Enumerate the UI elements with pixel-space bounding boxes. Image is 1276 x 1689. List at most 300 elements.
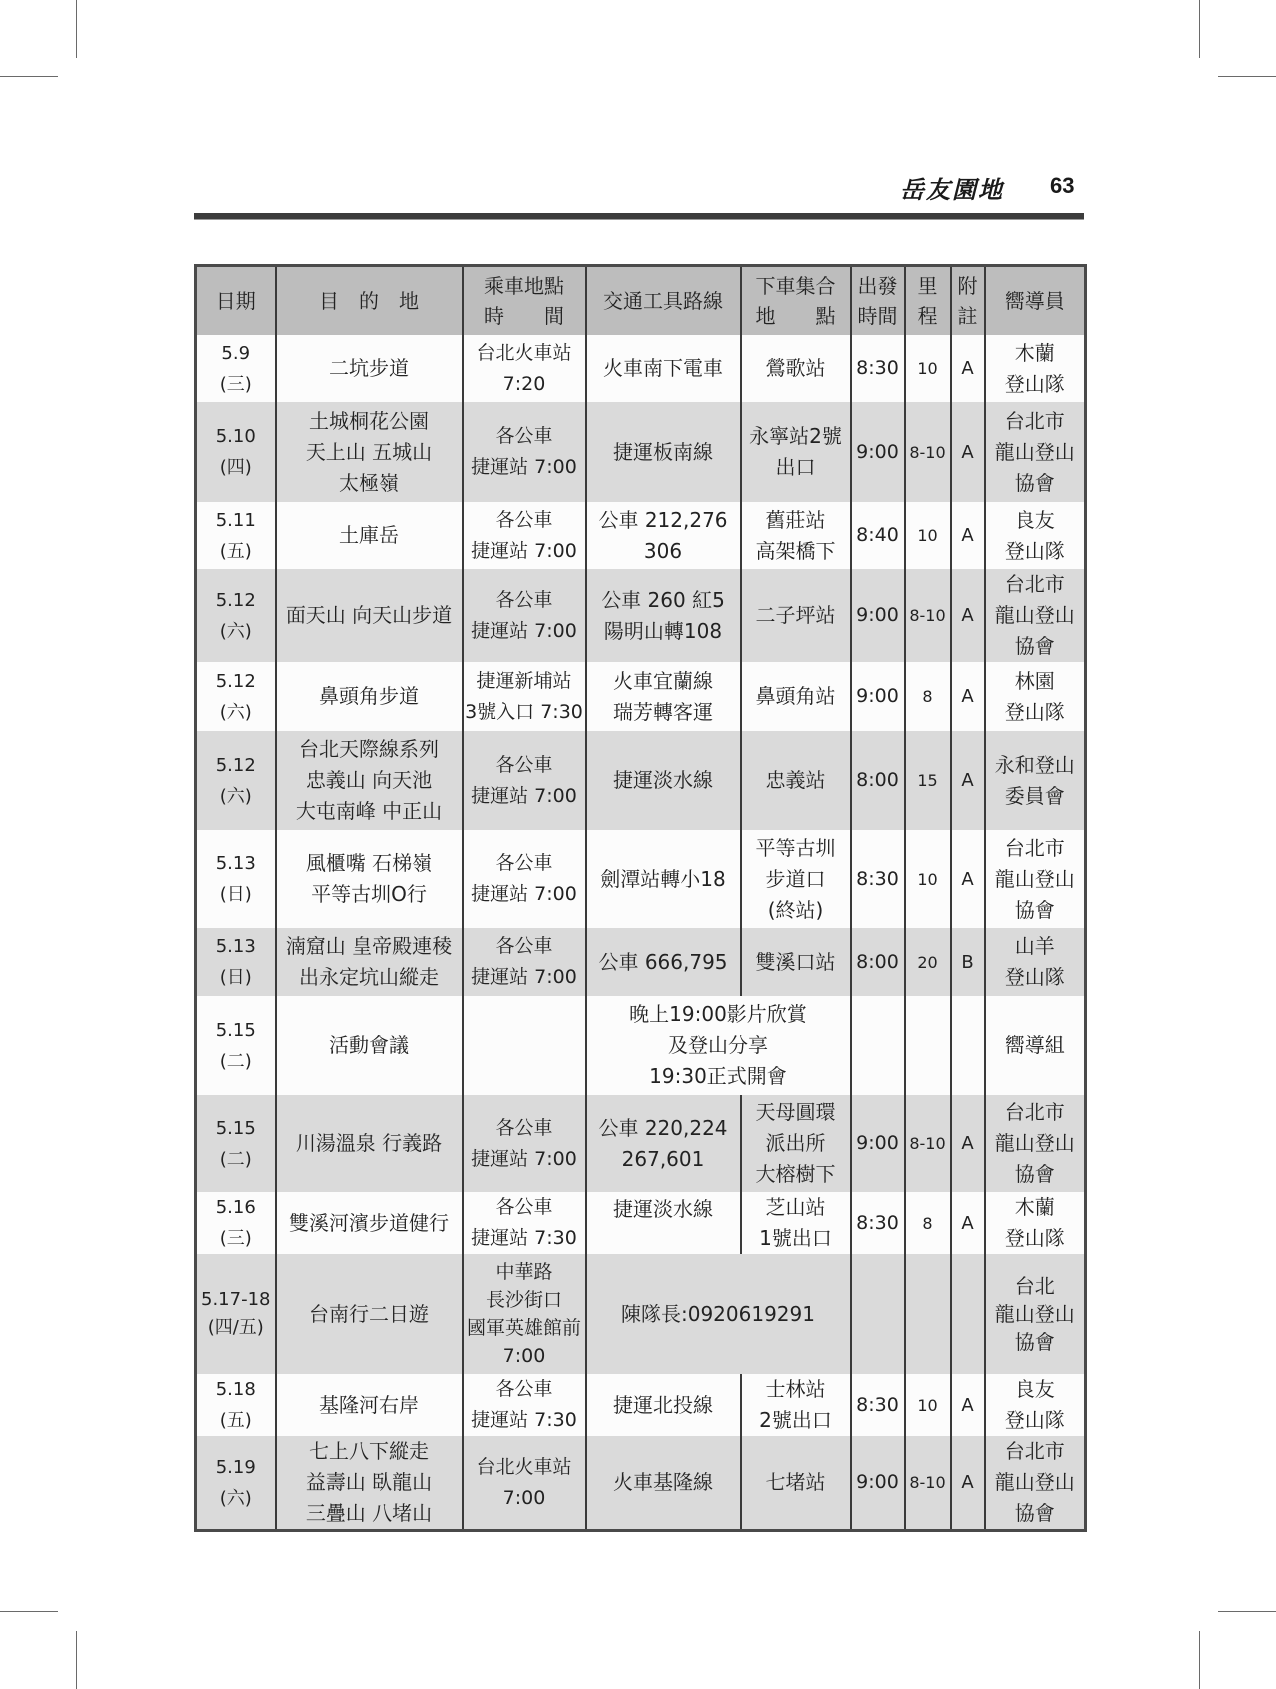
cell-text-line: 捷運站 7:00 — [471, 784, 577, 807]
cell-text-line: 晚上19:00影片欣賞 — [629, 1002, 807, 1026]
cell-text-line: 10 — [917, 869, 938, 889]
cell-text-line: 土庫岳 — [339, 523, 399, 547]
cell-text-line: 8:00 — [856, 950, 899, 973]
header-transport — [586, 266, 741, 336]
cell-distance — [905, 335, 951, 402]
table-body — [196, 335, 1086, 1531]
cell-distance — [905, 1436, 951, 1531]
cell-text-line: 捷運站 7:00 — [471, 966, 577, 988]
header-label-line: 註 — [957, 304, 978, 328]
cell-text-line: 登山隊 — [1004, 371, 1065, 396]
cell-text-line: 各公車 — [495, 508, 553, 531]
crop-mark — [0, 76, 58, 77]
header-label-line: 嚮導員 — [1004, 289, 1065, 313]
cell-destination — [276, 996, 463, 1095]
cell-text-line: 台北市 — [1004, 1439, 1065, 1463]
cell-text-line: 8:30 — [856, 1211, 899, 1234]
cell-transport — [586, 662, 741, 731]
cell-transport — [586, 569, 741, 662]
cell-text-line: 協會 — [1014, 897, 1055, 922]
cell-destination — [276, 1374, 463, 1436]
header-label-line: 下車集合 — [755, 274, 836, 298]
cell-text-line: 大屯南峰 中正山 — [295, 799, 443, 823]
cell-depart — [851, 996, 905, 1095]
cell-date — [196, 502, 276, 569]
cell-depart — [851, 928, 905, 996]
cell-text-line: 活動會議 — [329, 1033, 409, 1057]
table-row — [196, 502, 1086, 569]
cell-note — [951, 1254, 985, 1374]
cell-transport — [586, 1192, 741, 1254]
cell-text-line: 派出所 — [765, 1131, 826, 1155]
cell-text-line: 面天山 向天山步道 — [285, 603, 453, 627]
cell-note — [951, 1095, 985, 1192]
cell-text-line: 台北 — [1014, 1274, 1055, 1298]
cell-boarding — [463, 1095, 586, 1192]
cell-text-line: 益壽山 臥龍山 — [305, 1470, 433, 1494]
cell-distance — [905, 1374, 951, 1436]
cell-meeting — [741, 402, 851, 502]
cell-text-line: 5.13 — [215, 853, 256, 874]
cell-text-line: 龍山登山 — [994, 1131, 1075, 1155]
cell-text-line: 各公車 — [495, 1196, 553, 1218]
table-row — [196, 402, 1086, 502]
cell-text-line: 8 — [922, 687, 933, 706]
cell-date — [196, 996, 276, 1095]
cell-text-line: 台北市 — [1004, 572, 1065, 596]
cell-transport — [586, 402, 741, 502]
cell-text-line: A — [961, 1394, 974, 1416]
header-date — [196, 266, 276, 336]
cell-guide — [985, 662, 1086, 731]
cell-depart — [851, 1254, 905, 1374]
header-label-line: 目 的 地 — [319, 289, 419, 313]
cell-text-line: 中華路 — [495, 1261, 553, 1283]
cell-text-line: 5.11 — [215, 509, 256, 531]
cell-date — [196, 1436, 276, 1531]
cell-distance — [905, 1254, 951, 1374]
cell-text-line: 8-10 — [909, 442, 946, 462]
cell-boarding — [463, 731, 586, 830]
cell-text-line: 七堵站 — [765, 1470, 826, 1494]
cell-text-line: 5.9 — [221, 342, 251, 364]
cell-distance — [905, 830, 951, 928]
cell-text-line: 台北火車站 — [476, 1455, 572, 1478]
cell-text-line: 協會 — [1014, 634, 1055, 658]
cell-note — [951, 928, 985, 996]
cell-text-line: 協會 — [1014, 1162, 1055, 1186]
cell-text-line: 雙溪口站 — [755, 949, 836, 974]
table-row — [196, 1374, 1086, 1436]
cell-text-line: 捷運北投線 — [613, 1392, 713, 1417]
cell-destination — [276, 402, 463, 502]
cell-depart — [851, 402, 905, 502]
cell-text-line: (五) — [219, 540, 252, 562]
cell-text-line: (六) — [219, 785, 252, 807]
cell-destination — [276, 830, 463, 928]
cell-destination — [276, 928, 463, 996]
cell-date — [196, 402, 276, 502]
cell-guide — [985, 402, 1086, 502]
header-rule — [194, 213, 1084, 220]
cell-transport — [586, 731, 741, 830]
cell-text-line: (二) — [219, 1050, 252, 1072]
cell-distance — [905, 1095, 951, 1192]
cell-text-line: 二坑步道 — [329, 356, 409, 380]
cell-text-line: 登山隊 — [1004, 1226, 1065, 1250]
cell-depart — [851, 1192, 905, 1254]
cell-text-line: 7:00 — [502, 1486, 546, 1509]
page-number: 63 — [1050, 173, 1075, 198]
cell-text-line: 忠義站 — [765, 768, 826, 792]
cell-transport — [586, 928, 741, 996]
cell-text-line: A — [961, 605, 974, 626]
cell-text-line: 8:30 — [856, 357, 899, 379]
cell-boarding — [463, 830, 586, 928]
cell-text-line: A — [961, 686, 974, 707]
table-row — [196, 996, 1086, 1095]
cell-boarding — [463, 1192, 586, 1254]
cell-text-line: A — [961, 441, 974, 463]
header-guide — [985, 266, 1086, 336]
cell-depart — [851, 502, 905, 569]
cell-text-line: 7:00 — [502, 1345, 546, 1367]
table-row — [196, 335, 1086, 402]
header-boarding — [463, 266, 586, 336]
cell-text-line: 公車 220,224 — [598, 1115, 728, 1140]
cell-destination — [276, 731, 463, 830]
cell-text-line: 天上山 五城山 — [305, 439, 433, 464]
cell-boarding — [463, 1436, 586, 1531]
cell-text-line: 公車 260 紅5 — [601, 587, 725, 612]
cell-text-line: A — [961, 1472, 974, 1493]
cell-text-line: 台北市 — [1004, 1100, 1065, 1124]
cell-text-line: 5.12 — [215, 754, 256, 776]
cell-text-line: 天母圓環 — [755, 1100, 836, 1124]
cell-text-line: 平等古圳 — [755, 835, 836, 860]
cell-text-line: 5.15 — [215, 1117, 256, 1139]
cell-distance — [905, 928, 951, 996]
cell-text-line: 1號出口 — [759, 1226, 832, 1250]
cell-text-line: 協會 — [1014, 470, 1055, 495]
cell-text-line: 5.13 — [215, 936, 256, 957]
cell-text-line: 土城桐花公園 — [309, 408, 429, 433]
cell-text-line: B — [961, 951, 974, 973]
table-row — [196, 1192, 1086, 1254]
cell-text-line: 9:00 — [856, 440, 899, 463]
cell-destination — [276, 1436, 463, 1531]
cell-notice — [586, 996, 851, 1095]
cell-text-line: 委員會 — [1004, 783, 1065, 808]
cell-meeting — [741, 830, 851, 928]
header-label-line: 日期 — [215, 289, 256, 313]
cell-text-line: (二) — [219, 1148, 252, 1170]
cell-text-line: 5.18 — [215, 1379, 256, 1400]
cell-guide — [985, 996, 1086, 1095]
cell-text-line: 步道口 — [765, 866, 826, 891]
crop-mark — [1199, 0, 1200, 58]
cell-text-line: 劍潭站轉小18 — [600, 866, 726, 891]
cell-destination — [276, 1192, 463, 1254]
cell-meeting — [741, 1095, 851, 1192]
cell-destination — [276, 1095, 463, 1192]
cell-note — [951, 662, 985, 731]
cell-text-line: (六) — [219, 1487, 252, 1509]
cell-text-line: 高架橋下 — [755, 538, 836, 563]
cell-depart — [851, 569, 905, 662]
table-row — [196, 1436, 1086, 1531]
cell-text-line: 9:00 — [856, 604, 899, 626]
cell-guide — [985, 1436, 1086, 1531]
cell-text-line: 2號出口 — [759, 1408, 832, 1432]
cell-text-line: 及登山分享 — [668, 1033, 768, 1057]
header-distance — [905, 266, 951, 336]
cell-guide — [985, 1254, 1086, 1374]
cell-guide — [985, 1095, 1086, 1192]
cell-note — [951, 335, 985, 402]
cell-text-line: 良友 — [1014, 1377, 1055, 1401]
cell-meeting — [741, 731, 851, 830]
cell-text-line: 10 — [917, 359, 938, 378]
cell-text-line: 鶯歌站 — [765, 356, 826, 380]
table-header-row — [196, 266, 1086, 336]
cell-text-line: 各公車 — [495, 1378, 553, 1400]
cell-text-line: 雙溪河濱步道健行 — [289, 1210, 449, 1235]
cell-text-line: 各公車 — [495, 588, 553, 611]
cell-text-line: 15 — [917, 771, 938, 790]
cell-text-line: 士林站 — [765, 1377, 826, 1401]
table-row — [196, 1254, 1086, 1374]
cell-text-line: 龍山登山 — [994, 1302, 1075, 1326]
cell-text-line: A — [961, 1133, 974, 1154]
cell-date — [196, 830, 276, 928]
cell-text-line: (六) — [219, 701, 252, 723]
cell-date — [196, 1095, 276, 1192]
cell-note — [951, 402, 985, 502]
cell-destination — [276, 335, 463, 402]
cell-depart — [851, 731, 905, 830]
cell-text-line: (日) — [219, 884, 252, 905]
cell-text-line: 公車 666,795 — [598, 949, 728, 974]
cell-text-line: (五) — [219, 1410, 252, 1431]
cell-text-line: A — [961, 770, 974, 791]
cell-text-line: 忠義山 向天池 — [305, 768, 433, 792]
cell-text-line: 登山隊 — [1004, 965, 1065, 989]
crop-mark — [1199, 1631, 1200, 1689]
cell-text-line: (三) — [219, 1228, 252, 1249]
cell-text-line: 協會 — [1014, 1501, 1055, 1525]
cell-text-line: 陽明山轉108 — [603, 618, 723, 643]
cell-text-line: 5.10 — [215, 426, 256, 447]
cell-boarding — [463, 928, 586, 996]
cell-destination — [276, 502, 463, 569]
cell-text-line: 永和登山 — [994, 752, 1075, 777]
header-destination — [276, 266, 463, 336]
cell-text-line: 8:00 — [856, 769, 899, 791]
cell-text-line: 龍山登山 — [994, 603, 1075, 627]
cell-text-line: 捷運站 7:00 — [471, 619, 577, 642]
cell-date — [196, 569, 276, 662]
cell-text-line: 5.19 — [215, 1456, 256, 1478]
cell-text-line: 各公車 — [495, 1116, 553, 1139]
cell-text-line: 捷運站 7:00 — [471, 1147, 577, 1170]
cell-text-line: 舊莊站 — [765, 507, 826, 532]
cell-text-line: 協會 — [1014, 1330, 1055, 1354]
cell-date — [196, 731, 276, 830]
header-label-line: 附 — [957, 274, 978, 298]
cell-text-line: 捷運新埔站 — [476, 669, 572, 692]
cell-note — [951, 1192, 985, 1254]
cell-text-line: 湳窟山 皇帝殿連稜 — [285, 934, 453, 958]
crop-mark — [0, 1611, 58, 1612]
cell-text-line: 木蘭 — [1014, 1195, 1055, 1219]
cell-text-line: 10 — [917, 1395, 938, 1415]
cell-text-line: 8:30 — [856, 867, 899, 890]
cell-text-line: 5.15 — [215, 1019, 256, 1041]
cell-text-line: 太極嶺 — [339, 470, 399, 495]
cell-text-line: 捷運站 7:30 — [471, 1227, 577, 1249]
cell-text-line: 木蘭 — [1014, 340, 1055, 365]
cell-text-line: 5.12 — [215, 670, 256, 692]
cell-text-line: 10 — [917, 526, 938, 545]
header-label-line: 交通工具路線 — [603, 289, 723, 313]
cell-text-line: 林園 — [1014, 668, 1055, 693]
cell-note — [951, 731, 985, 830]
cell-text-line: 8 — [922, 1213, 933, 1233]
cell-text-line: 捷運淡水線 — [613, 1197, 713, 1221]
cell-text-line: 嚮導組 — [1004, 1033, 1065, 1057]
cell-destination — [276, 662, 463, 731]
cell-depart — [851, 1374, 905, 1436]
cell-date — [196, 335, 276, 402]
cell-text-line: 捷運站 7:30 — [471, 1409, 577, 1431]
cell-depart — [851, 335, 905, 402]
cell-distance — [905, 996, 951, 1095]
cell-text-line: 良友 — [1014, 507, 1055, 532]
cell-text-line: 捷運站 7:00 — [471, 883, 577, 905]
cell-text-line: 龍山登山 — [994, 1470, 1075, 1494]
cell-text-line: 三疊山 八堵山 — [305, 1501, 433, 1525]
cell-transport — [586, 1095, 741, 1192]
cell-meeting — [741, 1374, 851, 1436]
cell-text-line: 山羊 — [1014, 934, 1055, 958]
cell-text-line: 基隆河右岸 — [319, 1392, 419, 1417]
cell-text-line: 捷運淡水線 — [613, 768, 713, 792]
cell-guide — [985, 502, 1086, 569]
cell-text-line: 瑞芳轉客運 — [613, 699, 713, 724]
cell-text-line: 9:00 — [856, 1132, 899, 1154]
cell-text-line: 8-10 — [909, 606, 946, 625]
header-depart — [851, 266, 905, 336]
cell-guide — [985, 731, 1086, 830]
header-label-line: 時間 — [857, 304, 898, 328]
cell-text-line: 出永定坑山縱走 — [299, 965, 439, 989]
table-row — [196, 830, 1086, 928]
table-row — [196, 569, 1086, 662]
cell-transport — [586, 502, 741, 569]
header-label-line: 乘車地點 — [484, 274, 564, 298]
cell-text-line: 永寧站2號 — [749, 424, 842, 448]
cell-text-line: 8:40 — [856, 524, 899, 546]
cell-boarding — [463, 569, 586, 662]
cell-text-line: 捷運站 7:00 — [471, 456, 577, 478]
header-label-line: 地 點 — [755, 304, 836, 328]
crop-mark — [1218, 1611, 1276, 1612]
cell-text-line: 二子坪站 — [755, 603, 836, 627]
cell-text-line: A — [961, 1212, 974, 1234]
header-note — [951, 266, 985, 336]
cell-meeting — [741, 928, 851, 996]
cell-text-line: 各公車 — [495, 425, 553, 447]
header-label-line: 出發 — [857, 274, 898, 298]
table-row — [196, 1095, 1086, 1192]
cell-text-line: 火車基隆線 — [613, 1470, 713, 1494]
header-label-line: 時 間 — [484, 304, 564, 328]
cell-date — [196, 928, 276, 996]
cell-guide — [985, 1374, 1086, 1436]
cell-distance — [905, 731, 951, 830]
cell-boarding — [463, 1254, 586, 1374]
cell-text-line: 鼻頭角站 — [755, 684, 836, 708]
header-label-line: 里 — [917, 274, 938, 298]
cell-text-line: 登山隊 — [1004, 699, 1065, 724]
cell-boarding — [463, 502, 586, 569]
cell-text-line: 5.12 — [215, 589, 256, 611]
cell-text-line: (六) — [219, 620, 252, 642]
cell-text-line: 大榕樹下 — [755, 1162, 836, 1186]
cell-meeting — [741, 569, 851, 662]
cell-depart — [851, 1095, 905, 1192]
cell-boarding — [463, 335, 586, 402]
cell-note — [951, 1436, 985, 1531]
cell-text-line: 台北火車站 — [476, 341, 572, 364]
cell-text-line: 9:00 — [856, 685, 899, 707]
cell-text-line: 各公車 — [495, 852, 553, 874]
cell-text-line: 鼻頭角步道 — [319, 684, 419, 708]
cell-guide — [985, 1192, 1086, 1254]
cell-text-line: A — [961, 358, 974, 379]
cell-boarding — [463, 1374, 586, 1436]
cell-text-line: 捷運站 7:00 — [471, 539, 577, 562]
cell-text-line: 長沙街口 — [485, 1289, 562, 1311]
table-row — [196, 731, 1086, 830]
header-meeting — [741, 266, 851, 336]
cell-text-line: 登山隊 — [1004, 1408, 1065, 1432]
cell-text-line: 7:20 — [502, 372, 546, 395]
cell-transport — [586, 1436, 741, 1531]
cell-text-line: 台北市 — [1004, 835, 1065, 860]
cell-boarding — [463, 662, 586, 731]
crop-mark — [76, 1631, 77, 1689]
cell-text-line: 3號入口 7:30 — [465, 700, 583, 723]
cell-text-line: 台南行二日遊 — [309, 1302, 429, 1326]
cell-transport — [586, 830, 741, 928]
cell-date — [196, 1254, 276, 1374]
table-row — [196, 928, 1086, 996]
cell-text-line: 龍山登山 — [994, 866, 1075, 891]
cell-text-line: 5.17-18 — [201, 1289, 271, 1310]
cell-depart — [851, 1436, 905, 1531]
cell-guide — [985, 928, 1086, 996]
cell-text-line: 20 — [917, 952, 938, 972]
table-row — [196, 662, 1086, 731]
cell-text-line: 267,601 — [621, 1146, 705, 1171]
cell-date — [196, 1192, 276, 1254]
cell-text-line: 台北天際線系列 — [299, 737, 439, 761]
cell-text-line: 公車 212,276 — [598, 507, 728, 532]
cell-text-line: A — [961, 868, 974, 890]
cell-guide — [985, 830, 1086, 928]
